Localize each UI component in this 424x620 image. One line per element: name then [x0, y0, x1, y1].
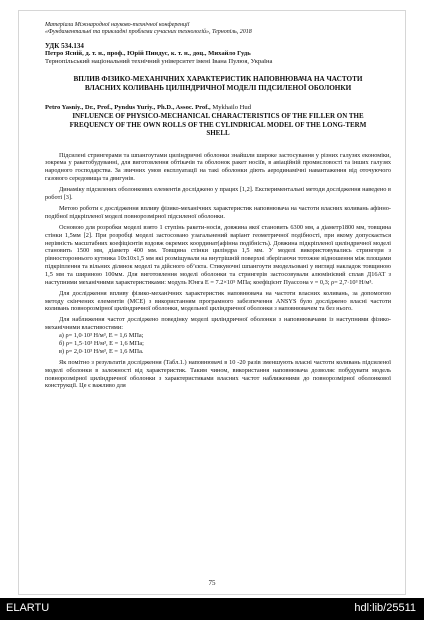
list-item-v: в) ρ= 2,0·10³ Н/м³, E = 1,6 МПа.: [59, 347, 144, 355]
paragraph-2: Динаміку підсилених оболонкових елементів досліджено у працях [1,2]. Експериментальні методи дослідження наведено в роботі [3].: [45, 186, 391, 201]
authors-english: [45, 104, 391, 112]
repository-name: ELARTU: [6, 602, 50, 614]
paragraph-6: Для наближення частот досліджено поведінку моделі циліндричної оболонки з наповнювачами із наступними фізико-механічними властивостями:: [45, 316, 391, 332]
title-english: INFLUENCE OF PHYSICO-MECHANICAL CHARACTERISTICS OF THE FILLER ON THE FREQUENCY OF THE OWN ROLLS OF THE CYLINDRICAL MODEL OF THE LONG-TERM SHELL: [69, 112, 367, 137]
conference-line-1: Матеріали Міжнародної науково-технічної конференції: [45, 22, 190, 28]
document-page: [18, 10, 406, 595]
udc-code: УДК 534.134: [45, 42, 84, 50]
paragraph-5: Для дослідження впливу фізико-механічних характеристик наповнювача на частоти власних коливань, за допомогою методу скінчених елементів (МСЕ) з використанням програмного забезпечення ANSYS було досліджено власні частоти коливань повнорозмірної циліндричної оболонки, модельної циліндричної оболонки з наповнювачем та без нього.: [45, 289, 391, 313]
conference-header: [45, 22, 391, 36]
conference-line-2: «Фундаментальні та прикладні проблеми сучасних технологій», Тернопіль, 2018: [45, 29, 252, 35]
authors-english-bold: Petro Yasniy., Dr., Prof., Pyndus Yuriy., Ph.D., Assoc. Prof.,: [45, 104, 211, 111]
paragraph-3: Метою роботи є дослідження впливу фізико-механічних характеристик наповнювача на частоти власних коливань афінно-подібної підкріпленої моделі повнорозмірної підсиленої оболонки.: [45, 204, 391, 220]
list-item-b: б) ρ= 1,5·10³ Н/м³, E = 1,6 МПа;: [59, 340, 144, 347]
handle-identifier: hdl:lib/25511: [354, 602, 416, 614]
paragraph-1: Підсилені стрингерами та шпангоутами циліндричні оболонки знайшли широке застосування у різних галузях економіки, зокрема у ракетобудуванні, для виготовлення обтікачів та оболонок ракет носіїв, в авіаційній промисловості та інших галузях народного господарства. За звичних умов експлуатації на такі оболонки діють аеродинамічні навантаження від оточуючого газового середовища та двигунів.: [45, 151, 391, 183]
university-ukrainian: Тернопільський національний технічний університет імені Івана Пулюя, Україна: [45, 58, 273, 65]
repository-footer-bar: [0, 598, 424, 620]
authors-ukrainian: Петро Ясній, д. т. н., проф., Юрій Пиндус, к. т. н., доц., Михайло Гудь: [45, 50, 251, 57]
paragraph-4: Основою для розробки моделі взято 1 ступінь ракети-носія, довжина якої становить 6300 мм, а діаметр1800 мм, товщина стінки 1,5мм [2]. При розробці моделі застосовано узагальнений варіант геометричної подібності, при якому допускається нерівність масштабних коефіцієнтів вздовж окремих координат(афінна подібність). Довжина підкріпленої циліндричної моделі становить 1500 мм, діаметр 400 мм. Товщина стінки циліндра 1,5 мм. У моделі використовувались стрингери з рівностороннього кутника 10х10х1,5 мм які розміщували на внутрішній поверхні зберігаючи тотожне відношення між площами підкріплення та вільних ділянок моделі та дійсного об’єкта. Стикувочні шпангоути змодельовані у вигляді накладок товщиною 1,5 мм та шириною 100мм. Для виготовлення моделі оболонки та стрингерів застосовували алюмінієвий сплав Д16АТ з наступними механічними характеристиками: модуль Юнга E = 7.2×10⁵ МПа; коефіцієнт Пуассона ν = 0,3; ρ= 2,7·10³ Н/м³.: [45, 223, 391, 286]
page-number: 75: [208, 579, 216, 587]
page-content: [45, 22, 391, 393]
paragraph-7: Як помітно з результатів дослідження (Табл.1.) наповнювачі в 10 -20 разів зменшують власні частоти коливань підсиленої моделі оболонки в залежності від характеристик. Таким чином, використання наповнювача дозволяє побудувати модель повнорозмірної циліндричної оболонки з характеристиками власних частот наближеними до повнорозмірної оболонкової конструкції. Це є важливо для: [45, 358, 391, 390]
article-body: [45, 152, 391, 391]
title-ukrainian: ВПЛИВ ФІЗИКО-МЕХАНІЧНИХ ХАРАКТЕРИСТИК НАПОВНЮВАЧА НА ЧАСТОТИ ВЛАСНИХ КОЛИВАНЬ ЦИЛІНДРИЧНОЇ МОДЕЛІ ПІДСИЛЕНОЇ ОБОЛОНКИ: [73, 75, 363, 92]
authors-english-rest: Mykhailo Hud: [210, 104, 252, 111]
list-item-a: а) ρ= 1,0·10³ Н/м³, E = 1,6 МПа;: [59, 332, 144, 340]
